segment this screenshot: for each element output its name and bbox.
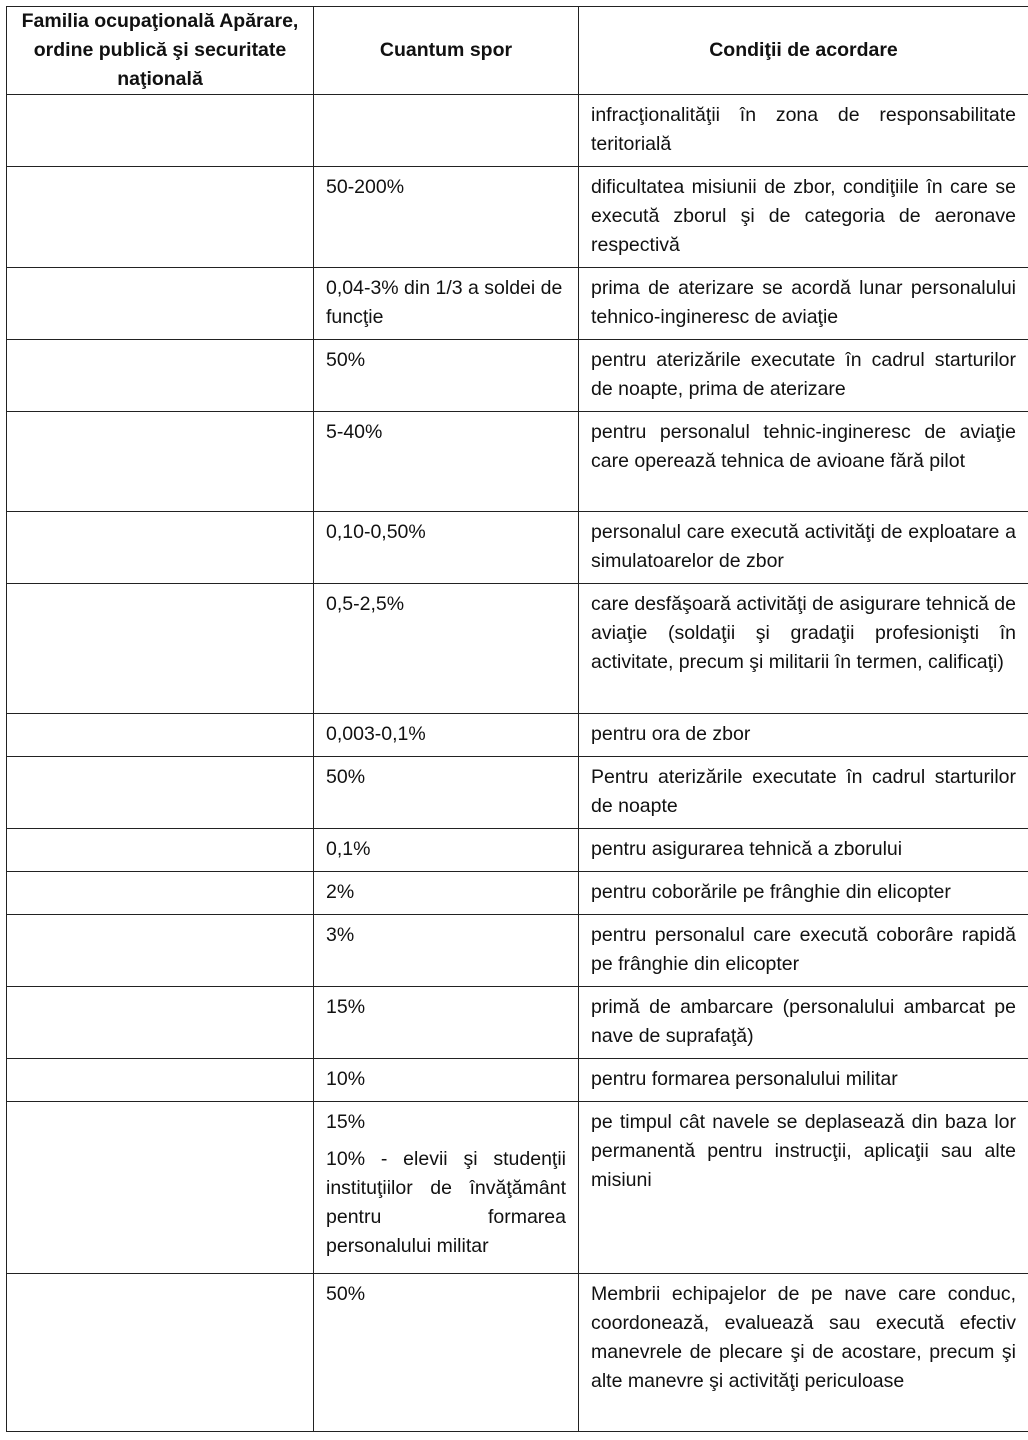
quota-cell: 3% [314, 915, 579, 987]
family-cell [7, 412, 314, 512]
table-row [7, 915, 1028, 987]
condition-cell: pentru personalul tehnic-ingineresc de aviaţie care operează tehnica de avioane fără pilot [579, 412, 1028, 512]
quota-cell: 2% [314, 872, 579, 915]
quota-cell: 15% [314, 987, 579, 1059]
table-row [7, 1102, 1028, 1274]
table-row [7, 512, 1028, 584]
family-cell [7, 757, 314, 829]
quota-cell [314, 1102, 579, 1274]
table-row [7, 829, 1028, 872]
quota-cell: 5-40% [314, 412, 579, 512]
table-row [7, 268, 1028, 340]
family-cell [7, 167, 314, 268]
table-row [7, 1274, 1028, 1432]
quota-cell: 0,1% [314, 829, 579, 872]
quota-cell: 0,04-3% din 1/3 a soldei de funcţie [314, 268, 579, 340]
condition-cell: primă de ambarcare (personalului ambarcat pe nave de suprafaţă) [579, 987, 1028, 1059]
header-quota: Cuantum spor [314, 7, 579, 95]
family-cell [7, 512, 314, 584]
family-cell [7, 1059, 314, 1102]
condition-cell: pentru aterizările executate în cadrul starturilor de noapte, prima de aterizare [579, 340, 1028, 412]
condition-cell: personalul care execută activităţi de exploatare a simulatoarelor de zbor [579, 512, 1028, 584]
family-cell [7, 714, 314, 757]
family-cell [7, 872, 314, 915]
quota-primary: 15% [326, 1111, 366, 1133]
condition-cell: pentru formarea personalului militar [579, 1059, 1028, 1102]
condition-cell: pentru personalul care execută coborâre rapidă pe frânghie din elicopter [579, 915, 1028, 987]
quota-cell: 0,10-0,50% [314, 512, 579, 584]
condition-cell: prima de aterizare se acordă lunar personalului tehnico-ingineresc de aviaţie [579, 268, 1028, 340]
table-row [7, 412, 1028, 512]
header-conditions: Condiţii de acordare [579, 7, 1028, 95]
table-row [7, 757, 1028, 829]
quota-secondary: 10% - elevii şi studenţii instituţiilor de învăţământ pentru formarea personalului militar [326, 1148, 566, 1257]
condition-cell: pentru coborările pe frânghie din elicopter [579, 872, 1028, 915]
family-cell [7, 340, 314, 412]
table-row [7, 584, 1028, 714]
condition-cell: Pentru aterizările executate în cadrul starturilor de noapte [579, 757, 1028, 829]
family-cell [7, 829, 314, 872]
table-row [7, 987, 1028, 1059]
quota-cell: 0,5-2,5% [314, 584, 579, 714]
family-cell [7, 584, 314, 714]
quota-cell: 50% [314, 340, 579, 412]
condition-cell: Membrii echipajelor de pe nave care conduc, coordonează, evaluează sau execută efectiv manevrele de plecare şi de acostare, precum şi alte manevre şi activităţi periculoase [579, 1274, 1028, 1432]
condition-cell: pentru ora de zbor [579, 714, 1028, 757]
condition-cell: care desfăşoară activităţi de asigurare tehnică de aviaţie (soldaţii şi gradaţii profesionişti în activitate, precum şi militarii în termen, calificaţi) [579, 584, 1028, 714]
condition-cell: dificultatea misiunii de zbor, condiţiile în care se execută zborul şi de categoria de aeronave respectivă [579, 167, 1028, 268]
quota-cell: 50% [314, 1274, 579, 1432]
allowance-table [6, 6, 1028, 1432]
family-cell [7, 1274, 314, 1432]
family-cell [7, 987, 314, 1059]
family-cell [7, 915, 314, 987]
family-cell [7, 1102, 314, 1274]
table-row [7, 167, 1028, 268]
table-row [7, 340, 1028, 412]
family-cell [7, 95, 314, 167]
quota-cell [314, 95, 579, 167]
quota-cell: 50% [314, 757, 579, 829]
table-row [7, 872, 1028, 915]
quota-cell: 0,003-0,1% [314, 714, 579, 757]
condition-cell: pe timpul cât navele se deplasează din baza lor permanentă pentru instrucţii, aplicaţii sau alte misiuni [579, 1102, 1028, 1274]
quota-cell: 50-200% [314, 167, 579, 268]
family-cell [7, 268, 314, 340]
table-row [7, 1059, 1028, 1102]
table-row [7, 714, 1028, 757]
table-row [7, 95, 1028, 167]
table-header-row [7, 7, 1028, 95]
condition-cell: infracţionalităţii în zona de responsabilitate teritorială [579, 95, 1028, 167]
header-occupational-family: Familia ocupaţională Apărare, ordine publică şi securitate naţională [7, 7, 314, 95]
quota-cell: 10% [314, 1059, 579, 1102]
condition-cell: pentru asigurarea tehnică a zborului [579, 829, 1028, 872]
